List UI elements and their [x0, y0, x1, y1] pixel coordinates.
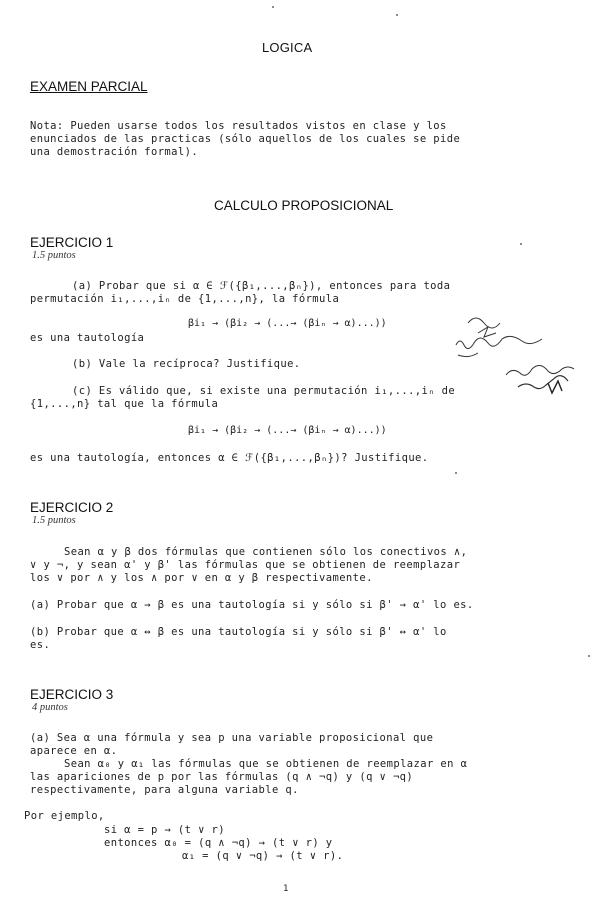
ex1-points: 1.5 puntos — [32, 250, 76, 261]
ex3-ej3: α₁ = (q ∨ ¬q) → (t ∨ r). — [182, 850, 344, 862]
ex1-a-line1: (a) Probar que si α ∈ ℱ({β₁,...,βₙ}), entonces para toda — [72, 280, 451, 292]
ex2-a-line: (a) Probar que α → β es una tautología si y sólo si β' → α' lo es. — [30, 599, 474, 611]
handwritten-scribble — [448, 305, 598, 400]
ex2-line3: los ∨ por ∧ y los ∧ por ∨ en α y β respectivamente. — [30, 572, 373, 584]
ex3-title: EJERCICIO 3 — [30, 687, 114, 702]
scan-speck — [588, 655, 590, 657]
section-title: CALCULO PROPOSICIONAL — [214, 198, 394, 213]
ex3-a-line1: (a) Sea α una fórmula y sea p una variable proposicional que — [30, 732, 434, 744]
exam-title: EXAMEN PARCIAL — [30, 79, 148, 94]
page-number: 1 — [283, 884, 289, 894]
course-title: LOGICA — [262, 40, 313, 55]
note-line-2: enunciados de las practicas (sólo aquellos de los cuales se pide — [30, 133, 461, 145]
note-line-3: una demostración formal). — [30, 146, 199, 158]
ex3-line4: las apariciones de p por las fórmulas (q ∧ ¬q) y (q ∨ ¬q) — [30, 771, 414, 783]
scan-speck — [272, 6, 274, 8]
ex2-b-line2: es. — [30, 639, 51, 651]
ex2-line2: ∨ y ¬, y sean α' y β' las fórmulas que se obtienen de reemplazar — [30, 559, 461, 571]
ex1-c-line1: (c) Es válido que, si existe una permutación i₁,...,iₙ de — [72, 385, 456, 397]
ex3-line5: respectivamente, para alguna variable q. — [30, 784, 299, 796]
ex2-points: 1.5 puntos — [32, 515, 76, 526]
ex1-c-line3: es una tautología, entonces α ∈ ℱ({β₁,...,βₙ})? Justifique. — [30, 452, 429, 464]
ex1-a-line2: permutación i₁,...,iₙ de {1,...,n}, la fórmula — [30, 293, 340, 305]
ex3-ej1: si α = p → (t ∨ r) — [104, 824, 225, 836]
ex2-line1: Sean α y β dos fórmulas que contienen sólo los conectivos ∧, — [64, 546, 468, 558]
ex3-ejemplo: Por ejemplo, — [24, 810, 105, 822]
ex3-ej2: entonces α₀ = (q ∧ ¬q) → (t ∨ r) y — [104, 837, 333, 849]
scan-speck — [396, 14, 398, 16]
ex1-a-line3: es una tautología — [30, 332, 145, 344]
ex1-c-line2: {1,...,n} tal que la fórmula — [30, 398, 219, 410]
ex1-b-line: (b) Vale la recíproca? Justifique. — [72, 358, 301, 370]
ex1-a-formula: βi₁ → (βi₂ → (...→ (βiₙ → α)...)) — [188, 318, 387, 329]
ex2-b-line1: (b) Probar que α ↔ β es una tautología si y sólo si β' ↔ α' lo — [30, 626, 447, 638]
ex3-a-line2: aparece en α. — [30, 745, 118, 757]
ex2-title: EJERCICIO 2 — [30, 500, 114, 515]
ex3-line3: Sean α₀ y α₁ las fórmulas que se obtienen de reemplazar en α — [64, 758, 468, 770]
note-line-1: Nota: Pueden usarse todos los resultados vistos en clase y los — [30, 120, 447, 132]
scan-speck — [455, 472, 457, 474]
scan-speck — [520, 243, 522, 245]
ex1-c-formula: βi₁ → (βi₂ → (...→ (βiₙ → α)...)) — [188, 425, 387, 436]
ex3-points: 4 puntos — [32, 702, 68, 713]
ex1-title: EJERCICIO 1 — [30, 235, 114, 250]
